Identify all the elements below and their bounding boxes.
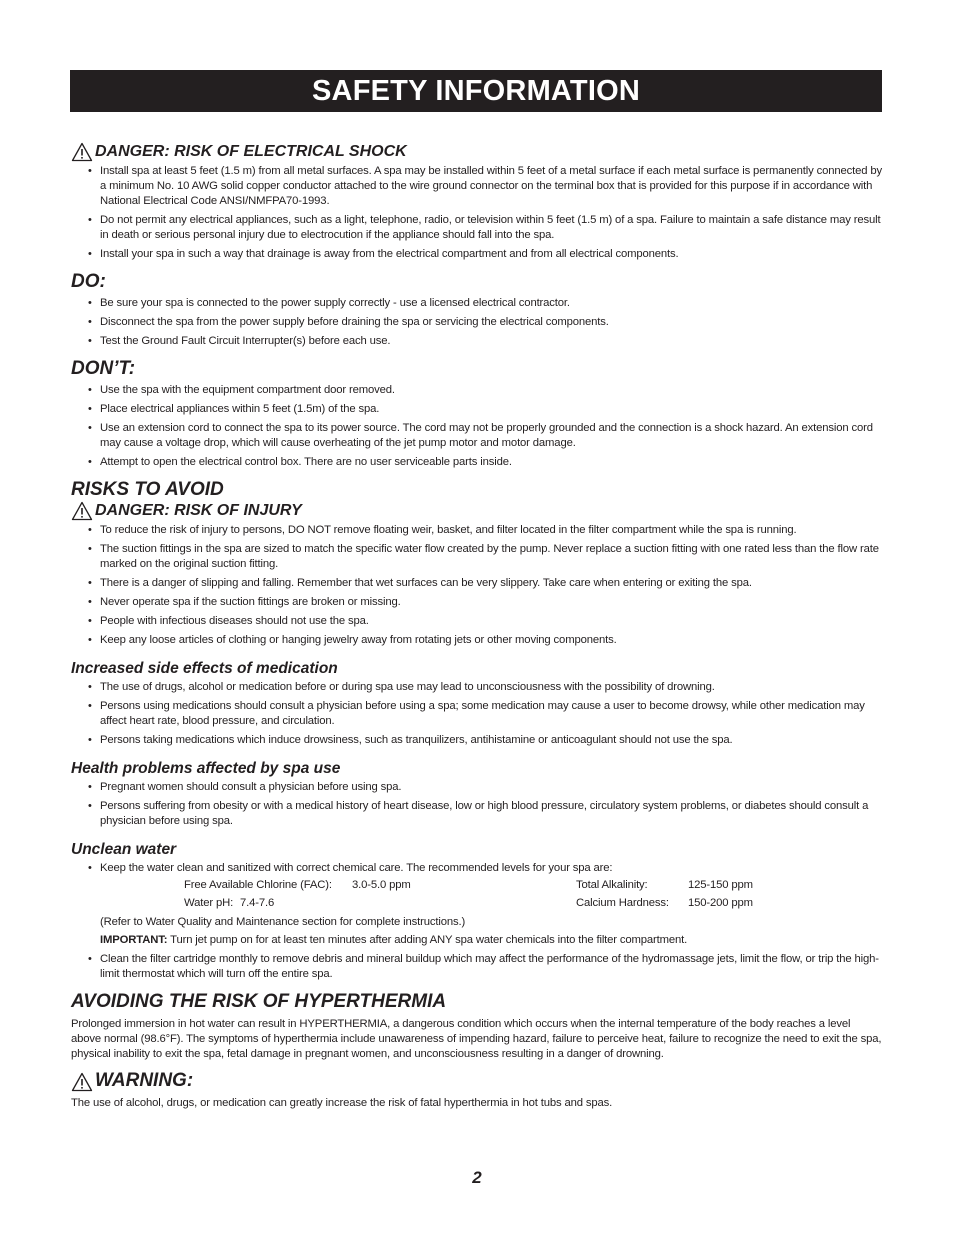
page-number: 2 xyxy=(472,1168,482,1187)
unclean-water-heading: Unclean water xyxy=(71,841,177,858)
health-problems-list xyxy=(71,780,883,829)
dont-heading: DON’T: xyxy=(71,358,136,379)
refer-note: (Refer to Water Quality and Maintenance section for complete instructions.) xyxy=(100,916,466,928)
warning-triangle-icon xyxy=(71,1072,93,1092)
important-note xyxy=(71,933,883,948)
risk-of-injury-heading-text: DANGER: RISK OF INJURY xyxy=(95,502,302,519)
list-item: • Pregnant women should consult a physician before using spa. xyxy=(71,780,883,795)
content-area xyxy=(71,142,883,1111)
alkalinity-value: 125-150 ppm xyxy=(688,879,753,891)
unclean-water-list xyxy=(71,861,883,876)
medication-heading: Increased side effects of medication xyxy=(71,660,338,677)
risk-of-injury-heading xyxy=(71,501,883,521)
list-item: • Persons taking medications which induce drowsiness, such as tranquilizers, antihistamine or anticoagulant should not use the spa. xyxy=(71,733,883,748)
list-item: • Be sure your spa is connected to the power supply correctly - use a licensed electrical contractor. xyxy=(71,296,883,311)
list-item: • Persons suffering from obesity or with a medical history of heart disease, low or high blood pressure, circulatory system problems, or diabetes should consult a physician before using spa. xyxy=(71,799,883,829)
ph-value: 7.4-7.6 xyxy=(240,897,275,909)
list-item: • The suction fittings in the spa are sized to match the specific water flow created by the pump. Never replace a suction fitting with one rated less than the flow rate marked on the original suction fitting. xyxy=(71,542,883,572)
risk-of-injury-list xyxy=(71,523,883,648)
list-item: • Keep any loose articles of clothing or hanging jewelry away from rotating jets or other moving components. xyxy=(71,633,883,648)
chemical-levels-table xyxy=(71,876,883,913)
list-item: • Use the spa with the equipment compartment door removed. xyxy=(71,383,883,398)
do-list xyxy=(71,296,883,349)
health-problems-heading: Health problems affected by spa use xyxy=(71,760,341,777)
important-text: Turn jet pump on for at least ten minutes after adding ANY spa water chemicals into the filter compartment. xyxy=(167,934,688,946)
list-item: • Do not permit any electrical appliances, such as a light, telephone, radio, or television within 5 feet (1.5 m) of a spa. Failure to maintain a safe distance may result in death or serious personal injury due to electrocution if the appliance should fall into the spa. xyxy=(71,213,883,243)
warning-triangle-icon xyxy=(71,142,93,162)
warning-paragraph: The use of alcohol, drugs, or medication can greatly increase the risk of fatal hyperthermia in hot tubs and spas. xyxy=(71,1097,613,1109)
warning-heading-text: WARNING: xyxy=(95,1070,194,1091)
calcium-label: Calcium Hardness: xyxy=(576,897,669,909)
hyperthermia-heading: AVOIDING THE RISK OF HYPERTHERMIA xyxy=(71,991,447,1012)
list-item: • Keep the water clean and sanitized with correct chemical care. The recommended levels for your spa are: xyxy=(71,861,883,876)
alkalinity-label: Total Alkalinity: xyxy=(576,879,648,891)
list-item: • Never operate spa if the suction fittings are broken or missing. xyxy=(71,595,883,610)
electrical-shock-list xyxy=(71,164,883,262)
ph-label: Water pH: xyxy=(184,897,234,909)
hyperthermia-paragraph: Prolonged immersion in hot water can result in HYPERTHERMIA, a dangerous condition which occurs when the internal temperature of the body reaches a level above normal (98.6°F). The symptoms of hyperthermia include unawareness of impending hazard, failure to perceive heat, failure to recognize the need to exit the spa, physical inability to exit the spa, fetal damage in pregnant women, and unconsciousness resulting in a danger of drowning. xyxy=(71,1018,882,1060)
electrical-shock-heading-text: DANGER: RISK OF ELECTRICAL SHOCK xyxy=(95,143,407,160)
list-item: • There is a danger of slipping and falling. Remember that wet surfaces can be very slippery. Take care when entering or exiting the spa. xyxy=(71,576,883,591)
list-item: • Use an extension cord to connect the spa to its power source. The cord may not be properly grounded and the connection is a shock hazard. An extension cord may cause a voltage drop, which will cause overheating of the jet pump motor and motor damage. xyxy=(71,421,883,451)
fac-value: 3.0-5.0 ppm xyxy=(352,879,411,891)
list-item: • To reduce the risk of injury to persons, DO NOT remove floating weir, basket, and filter located in the filter compartment while the spa is running. xyxy=(71,523,883,538)
warning-heading xyxy=(71,1069,883,1092)
warning-triangle-icon xyxy=(71,501,93,521)
list-item: • Clean the filter cartridge monthly to remove debris and mineral buildup which may affect the performance of the hydromassage jets, limit the flow, or trip the high-limit thermostat which will turn off the entire spa. xyxy=(71,952,883,982)
do-heading: DO: xyxy=(71,271,106,292)
fac-label: Free Available Chlorine (FAC): xyxy=(184,879,332,891)
list-item: • The use of drugs, alcohol or medication before or during spa use may lead to unconsciousness with the possibility of drowning. xyxy=(71,680,883,695)
medication-list xyxy=(71,680,883,748)
list-item: • Persons using medications should consult a physician before using a spa; some medication may cause a user to become drowsy, while other medication may affect heart rate, blood pressure, and circulation. xyxy=(71,699,883,729)
important-label: IMPORTANT: xyxy=(100,934,168,946)
unclean-water-list-2 xyxy=(71,952,883,982)
list-item: • People with infectious diseases should not use the spa. xyxy=(71,614,883,629)
list-item: • Install spa at least 5 feet (1.5 m) from all metal surfaces. A spa may be installed within 5 feet of a metal surface if each metal surface is permanently connected by a minimum No. 10 AWG solid copper conductor attached to the wire ground connector on the terminal box that is provided for this purpose if in accordance with National Electrical Code ANSI/NMFPA70-1993. xyxy=(71,164,883,209)
list-item: • Install your spa in such a way that drainage is away from the electrical compartment and from all electrical components. xyxy=(71,247,883,262)
electrical-shock-heading xyxy=(71,142,883,162)
calcium-value: 150-200 ppm xyxy=(688,897,753,909)
page-title-banner: SAFETY INFORMATION xyxy=(70,70,882,112)
risks-to-avoid-heading: RISKS TO AVOID xyxy=(71,479,224,500)
list-item: • Test the Ground Fault Circuit Interrupter(s) before each use. xyxy=(71,334,883,349)
dont-list xyxy=(71,383,883,470)
list-item: • Attempt to open the electrical control box. There are no user serviceable parts inside. xyxy=(71,455,883,470)
list-item: • Disconnect the spa from the power supply before draining the spa or servicing the electrical components. xyxy=(71,315,883,330)
list-item: • Place electrical appliances within 5 feet (1.5m) of the spa. xyxy=(71,402,883,417)
